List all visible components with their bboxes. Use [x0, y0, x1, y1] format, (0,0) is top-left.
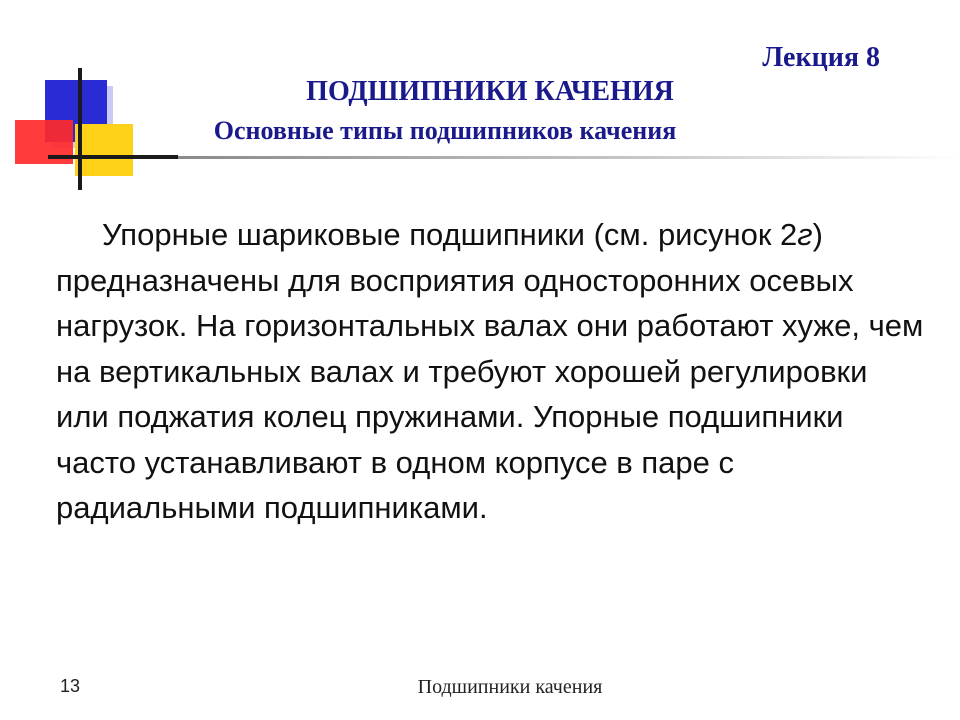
- footer-title: Подшипники качения: [417, 676, 603, 698]
- header-divider: [178, 156, 960, 159]
- slide-title: ПОДШИПНИКИ КАЧЕНИЯ: [306, 76, 674, 107]
- decorative-horizontal-line: [48, 155, 178, 159]
- body-paragraph: [56, 212, 926, 531]
- page-number: 13: [60, 676, 81, 696]
- body-text-end: ) предназначены для восприятия односторонних осевых нагрузок. На горизонтальных валах они работают хуже, чем на вертикальных валах и требуют хорошей регулировки или поджатия колец пружинами. Упорные подшипники часто устанавливают в одном корпусе в паре с радиальными подшипниками.: [56, 217, 924, 525]
- body-text-start: Упорные шариковые подшипники (см. рисунок 2: [102, 217, 798, 252]
- slide-subtitle: Основные типы подшипников качения: [213, 116, 677, 145]
- figure-letter: г: [797, 217, 813, 252]
- lecture-number: Лекция 8: [762, 42, 880, 73]
